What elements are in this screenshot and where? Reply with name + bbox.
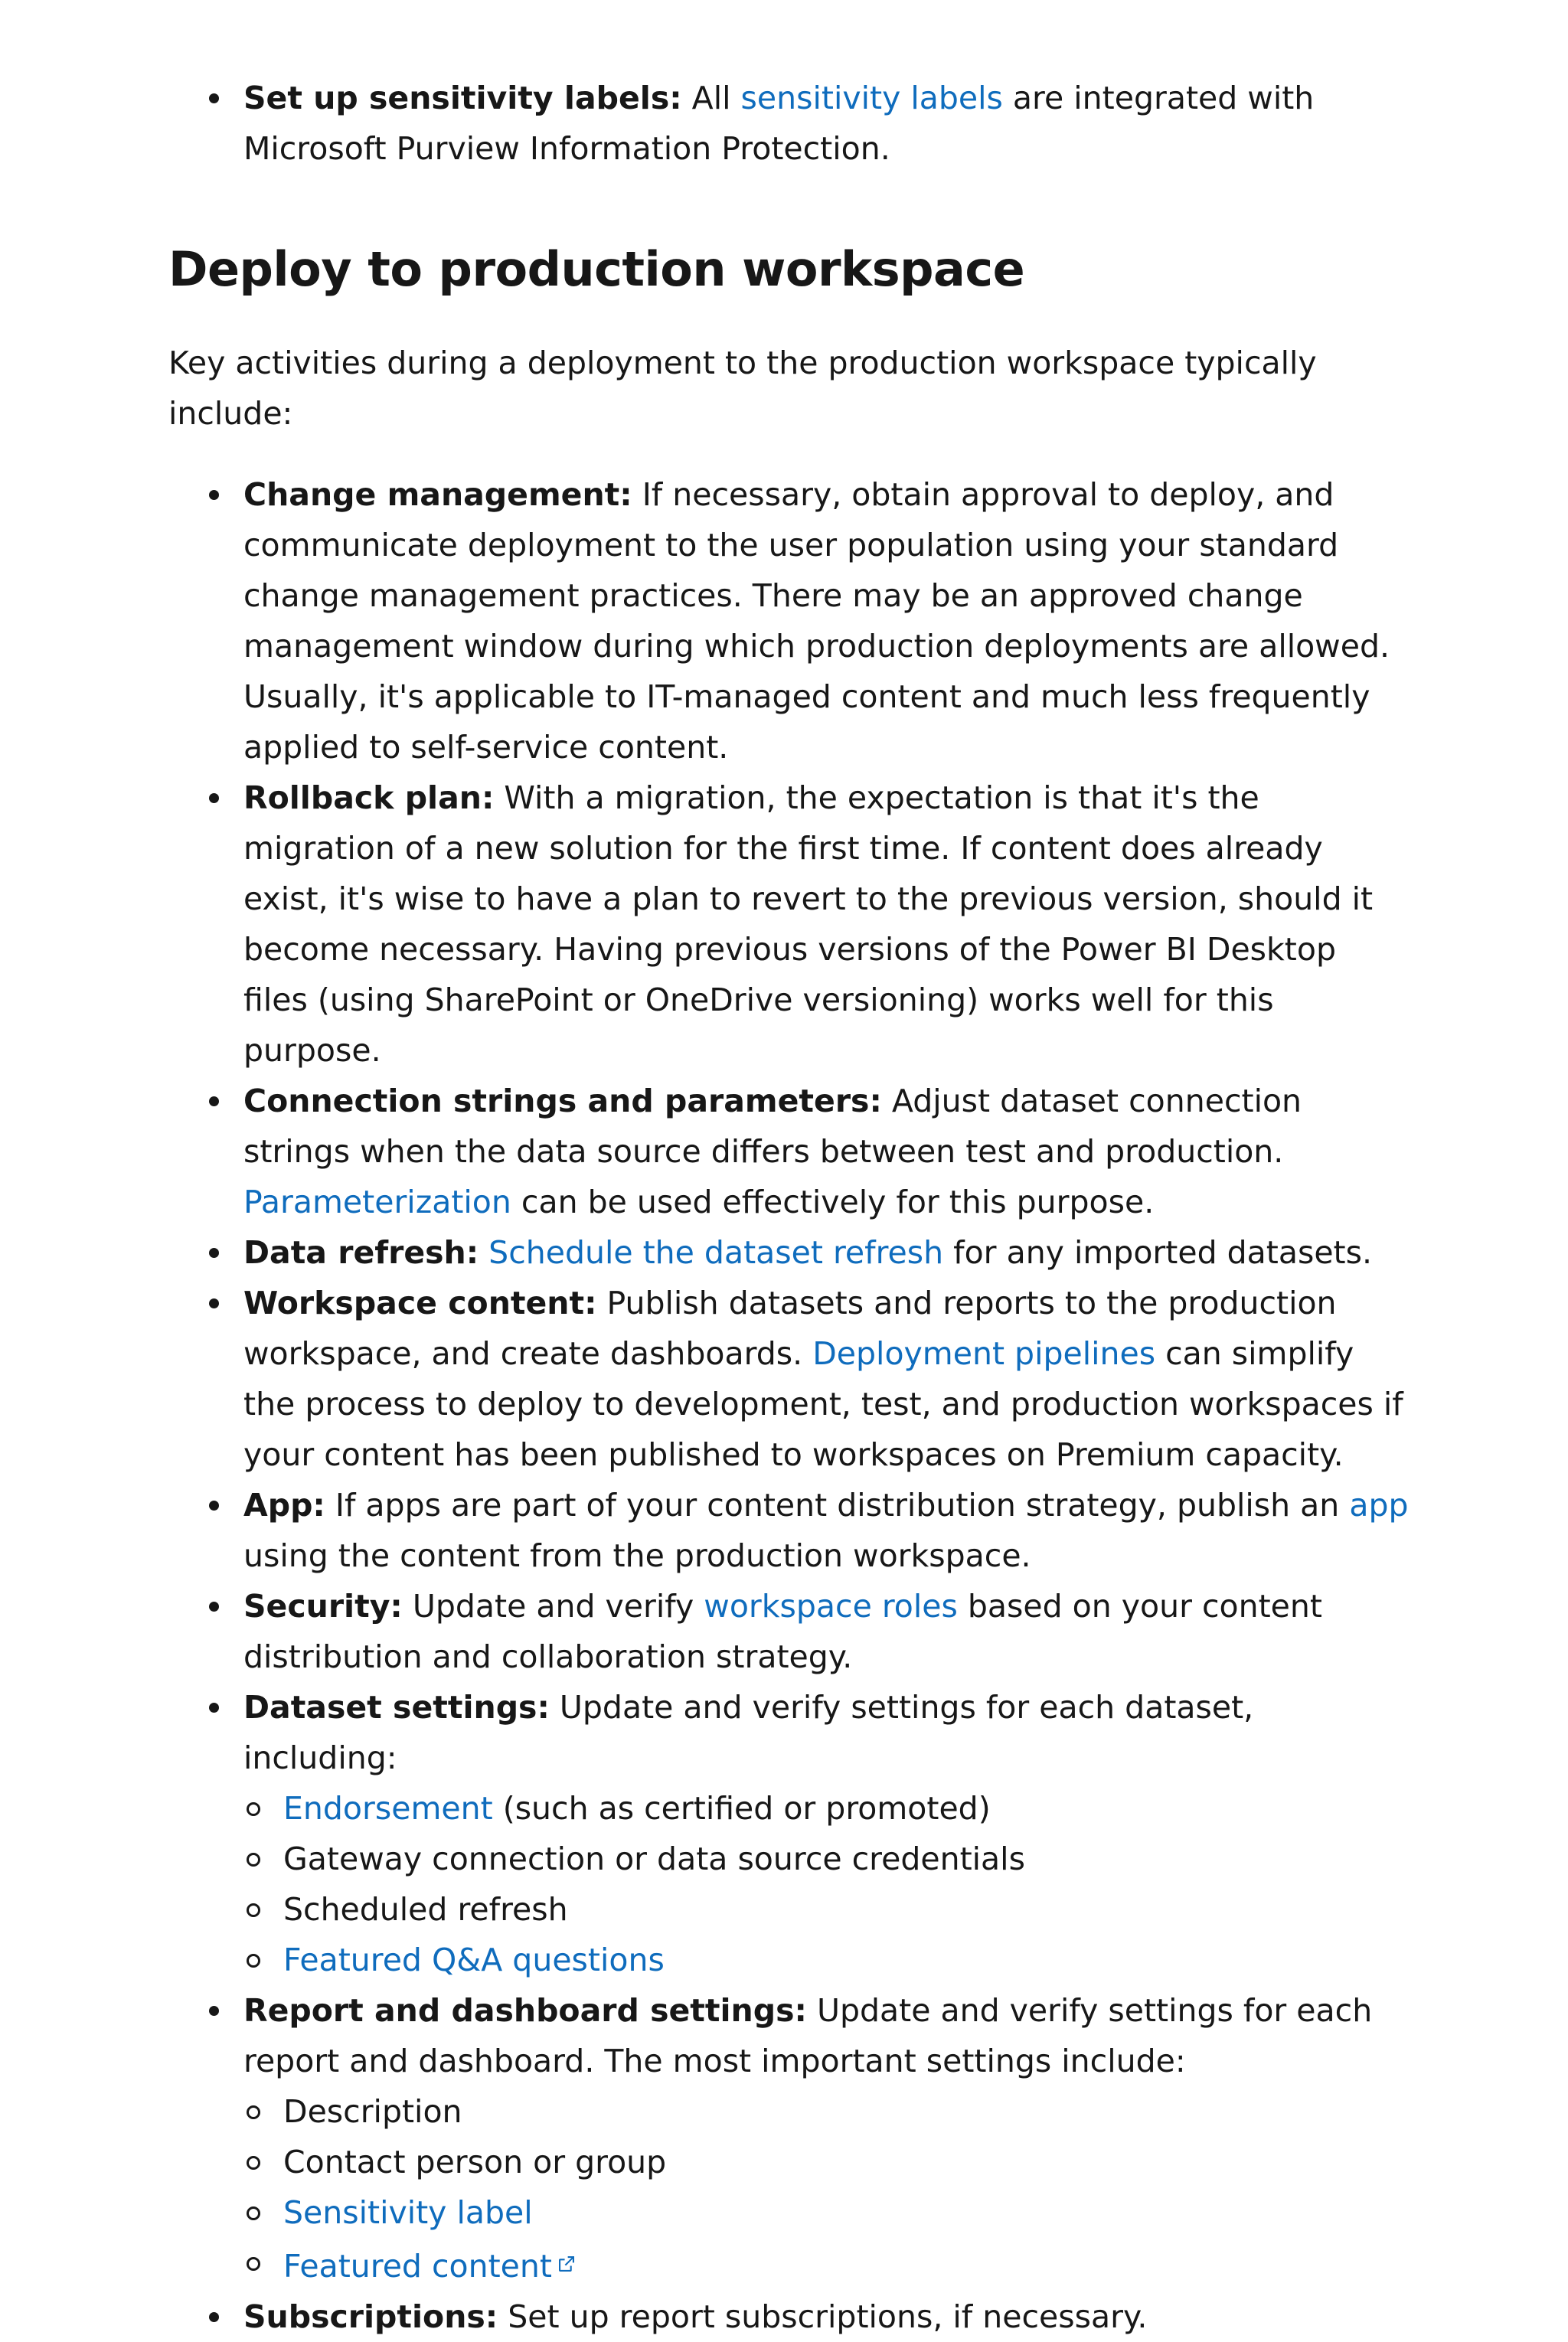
item-text: If necessary, obtain approval to deploy, and communicate deployment to the user population using your standard change management practices. There may be an approved change management window during which production deployments are allowed. Usually, it's applicable to IT-managed content and much less frequently applied to self-service content. [243, 476, 1390, 766]
term-label: Connection strings and parameters: [243, 1083, 882, 1119]
link-sensitivity-labels[interactable]: sensitivity labels [740, 80, 1003, 116]
list-item-rollback-plan [168, 773, 1409, 1076]
link-workspace-roles[interactable]: workspace roles [704, 1588, 958, 1625]
list-item-dataset-settings [168, 1682, 1409, 1985]
term-label: Security: [243, 1588, 403, 1625]
link-featured-qa-questions[interactable]: Featured Q&A questions [283, 1942, 665, 1978]
link-schedule-dataset-refresh[interactable]: Schedule the dataset refresh [488, 1234, 944, 1271]
sublist-item-gateway: Gateway connection or data source credentials [243, 1834, 1409, 1884]
activities-list [168, 469, 1409, 2342]
term-label: Subscriptions: [243, 2298, 498, 2335]
top-bullet-list [168, 73, 1409, 174]
item-text: for any imported datasets. [943, 1234, 1373, 1271]
sublist-item-scheduled-refresh: Scheduled refresh [243, 1884, 1409, 1935]
external-link-icon [557, 2238, 577, 2288]
item-text: based on your content distribution and collaboration strategy. [243, 1588, 1322, 1675]
item-text: Update and verify settings for each dataset, including: [243, 1689, 1254, 1776]
section-intro: Key activities during a deployment to the production workspace typically include: [168, 345, 1317, 432]
list-item-subscriptions [168, 2291, 1409, 2342]
term-label: App: [243, 1487, 325, 1524]
sublist-item-sensitivity-label [243, 2187, 1409, 2238]
link-deployment-pipelines[interactable]: Deployment pipelines [812, 1335, 1156, 1372]
term-label: Dataset settings: [243, 1689, 550, 1726]
link-parameterization[interactable]: Parameterization [243, 1184, 511, 1220]
list-item-change-management [168, 469, 1409, 773]
item-text: Adjust dataset connection strings when the data source differs between test and production. [243, 1083, 1302, 1170]
link-featured-content[interactable]: Featured content [283, 2248, 552, 2285]
sublist-item-contact: Contact person or group [243, 2137, 1409, 2187]
link-endorsement[interactable]: Endorsement [283, 1790, 493, 1827]
article-content [168, 73, 1409, 2342]
term-label: Workspace content: [243, 1285, 597, 1321]
list-item-connection-strings [168, 1076, 1409, 1227]
item-text: With a migration, the expectation is that it's the migration of a new solution for the first time. If content does already exist, it's wise to have a plan to revert to the previous version, should it become necessary. Having previous versions of the Power BI Desktop files (using SharePoint or OneDrive versioning) works well for this purpose. [243, 779, 1374, 1069]
item-text: using the content from the production workspace. [243, 1537, 1031, 1574]
section-heading: Deploy to production workspace [168, 241, 1025, 297]
item-text: can be used effectively for this purpose. [511, 1184, 1155, 1220]
term-label: Rollback plan: [243, 779, 495, 816]
term-label: Change management: [243, 476, 632, 513]
item-text: Update and verify [402, 1588, 704, 1625]
list-item-report-settings [168, 1985, 1409, 2291]
link-sensitivity-label[interactable]: Sensitivity label [283, 2194, 533, 2231]
list-item-data-refresh [168, 1227, 1409, 1278]
item-text: All [681, 80, 741, 116]
item-text: are integrated with Microsoft Purview Information Protection. [243, 80, 1315, 167]
item-text: Publish datasets and reports to the production workspace, and create dashboards. [243, 1285, 1337, 1372]
term-label: Report and dashboard settings: [243, 1992, 807, 2029]
link-app[interactable]: app [1349, 1487, 1409, 1524]
item-text: If apps are part of your content distribution strategy, publish an [325, 1487, 1350, 1524]
list-item-sensitivity-labels [168, 73, 1409, 174]
term-label: Data refresh: [243, 1234, 479, 1271]
item-text: can simplify the process to deploy to development, test, and production workspaces if your content has been published to workspaces on Premium capacity. [243, 1335, 1403, 1473]
sublist-item-endorsement [243, 1783, 1409, 1834]
item-text: Update and verify settings for each report and dashboard. The most important settings include: [243, 1992, 1373, 2079]
sublist-item-featured-content [243, 2238, 1409, 2291]
report-settings-sublist [243, 2086, 1409, 2291]
dataset-settings-sublist [243, 1783, 1409, 1985]
item-text: Set up report subscriptions, if necessary. [498, 2298, 1148, 2335]
list-item-workspace-content [168, 1278, 1409, 1480]
list-item-security [168, 1581, 1409, 1682]
list-item-app [168, 1480, 1409, 1581]
sublist-item-featured-qa [243, 1935, 1409, 1985]
item-text: (such as certified or promoted) [492, 1790, 991, 1827]
term-label: Set up sensitivity labels: [243, 80, 682, 116]
sublist-item-description: Description [243, 2086, 1409, 2137]
